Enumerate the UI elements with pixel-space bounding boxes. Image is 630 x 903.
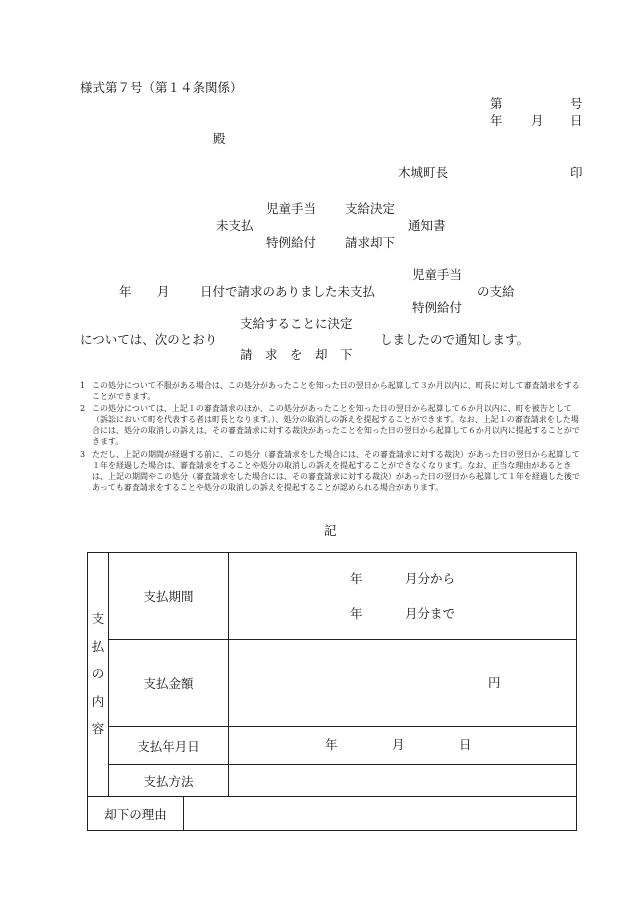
payment-date-value[interactable] [229,727,577,765]
payment-date-year: 年 [325,737,338,752]
payment-date-label: 支払年月日 [109,727,229,765]
side-char: 払 [91,638,105,654]
payment-contents-side-label [88,553,109,797]
date-day-label: 日 [570,113,583,128]
payment-method-value[interactable] [229,765,577,797]
side-char: の [91,666,105,682]
body-regarding: については、次のとおり [80,332,218,347]
body-choice-grant: 支給することに決定 [240,316,353,331]
note-text: この処分については、上記１の審査請求のほか、この処分があったことを知った日の翌日から起算して６か月以内に、町を被告として（訴訟において町を代表する者は町長となります。）、処分の取消しの訴えを提起することができます。なお、上記１の審査請求をした場合には、処分の取消しの訴えは、その審査請求に対する裁決があったことを知った日の翌日から起算して６か月以内に提起することができます。 [92,404,580,446]
note-3 [80,449,585,493]
title-option-special-benefit: 特例給付 [266,235,317,250]
note-text: ただし、上記の期間が経過する前に、この処分（審査請求をした場合には、その審査請求に対する裁決）があった日の翌日から起算して１年を経過した場合は、審査請求をすることや処分の取消しの訴えを提起することができなくなります。なお、正当な理由があるときは、上記の期間やこの処分（審査請求をした場合には、その審査請求に対する裁決）があった日の翌日から起算して１年を経過した後であっても審査請求をすることや処分の取消しの訴えを提起することが認められる場合があります。 [92,450,580,492]
note-number: 2 [80,404,86,413]
body-of-payment: の支給 [477,284,515,299]
payment-period-label: 支払期間 [109,553,229,640]
payment-date-day: 日 [459,737,472,752]
side-char: 支 [91,611,105,627]
rejection-reason-value[interactable] [184,797,577,831]
form-title: 様式第７号（第１４条関係） [80,80,243,95]
side-char: 容 [91,721,105,737]
side-char: 内 [91,693,105,709]
title-decision-grant: 支給決定 [345,201,396,216]
doc-number-suffix: 号 [570,96,583,111]
date-year-label: 年 [490,113,503,128]
note-number: 3 [80,450,86,459]
payment-amount-value[interactable] [229,640,577,727]
payment-method-label: 支払方法 [109,765,229,797]
body-option-special-benefit: 特例給付 [412,300,463,315]
issuer-name: 木城町長 [398,165,449,180]
title-decision-reject: 請求却下 [345,235,396,250]
payment-details-table [87,552,577,831]
note-number: 1 [80,381,86,390]
payment-amount-label: 支払金額 [109,640,229,727]
body-dated-text: 日付で請求のありました未支払 [200,284,376,299]
title-option-child-allowance: 児童手当 [266,201,317,216]
period-to-year: 年 [350,606,363,621]
amount-unit: 円 [488,675,501,690]
payment-period-value[interactable] [229,553,577,640]
period-to-month: 月分まで [405,606,456,621]
note-1 [80,380,585,402]
rejection-reason-label: 却下の理由 [88,797,184,831]
period-from-year: 年 [350,571,363,586]
body-year: 年 [119,284,132,299]
doc-number-prefix: 第 [490,96,503,111]
body-option-child-allowance: 児童手当 [412,267,463,282]
body-closing: しましたので通知します。 [380,332,530,347]
seal-mark: 印 [570,165,583,180]
date-month-label: 月 [531,113,544,128]
ki-heading: 記 [324,523,337,538]
body-choice-reject: 請 求 を 却 下 [240,347,353,362]
body-month: 月 [157,284,170,299]
note-text: この処分について不服がある場合は、この処分があったことを知った日の翌日から起算して３か月以内に、町長に対して審査請求をすることができます。 [92,381,580,401]
period-from-month: 月分から [405,571,456,586]
payment-date-month: 月 [392,737,405,752]
title-prefix: 未支払 [216,218,254,233]
note-2 [80,403,585,447]
title-suffix: 通知書 [408,218,446,233]
addressee-honorific: 殿 [213,131,226,146]
